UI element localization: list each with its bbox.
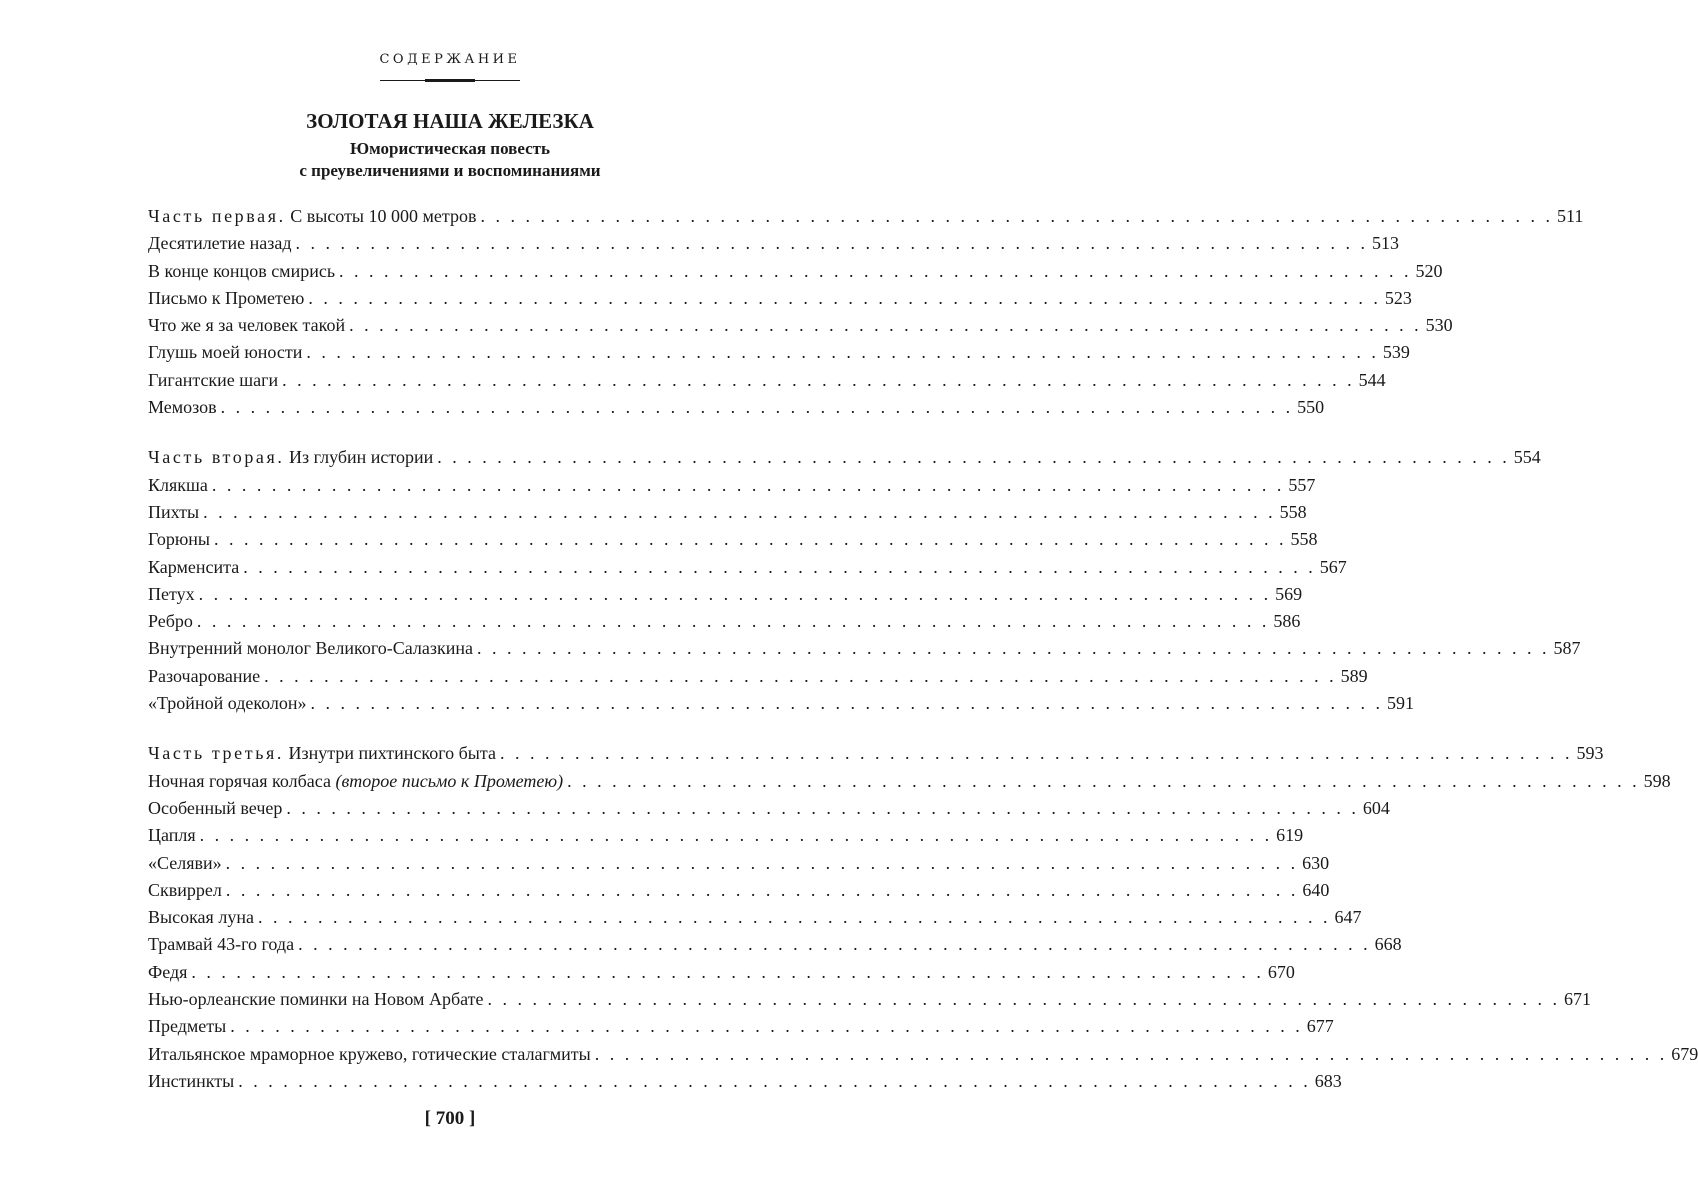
page-ref: 539	[1382, 342, 1410, 363]
dot-leader: . . . . . . . . . . . . . . . . . . . . . . . . . . . . . . . . . . . . . . . . . . . . . . . . . . . . . . . . . . . . . . . . . . . . . . . .	[298, 934, 1371, 955]
entry-title: Карменсита	[148, 556, 240, 577]
book-subtitle-line1: Юмористическая повесть	[350, 139, 550, 158]
entry-title: Горюны	[148, 529, 210, 550]
dot-leader: . . . . . . . . . . . . . . . . . . . . . . . . . . . . . . . . . . . . . . . . . . . . . . . . . . . . . . . . . . . . . . . . . . . . . . . .	[225, 852, 1299, 873]
toc-part-3	[148, 740, 1698, 1095]
page-ref: 567	[1319, 556, 1347, 577]
toc-entry[interactable]	[148, 526, 1318, 553]
dot-leader: . . . . . . . . . . . . . . . . . . . . . . . . . . . . . . . . . . . . . . . . . . . . . . . . . . . . . . . . . . . . . . . . . . . . . . . .	[198, 583, 1272, 604]
toc-entry[interactable]	[148, 1013, 1334, 1040]
part-title: С высоты 10 000 метров	[290, 206, 477, 226]
page-ref: 591	[1387, 693, 1415, 714]
dot-leader: . . . . . . . . . . . . . . . . . . . . . . . . . . . . . . . . . . . . . . . . . . . . . . . . . . . . . . . . . . . . . . . . . . . . . . . .	[199, 825, 1273, 846]
toc-part-1	[148, 203, 1584, 421]
page-ref: 558	[1290, 529, 1318, 550]
toc-entry[interactable]	[148, 394, 1325, 421]
dot-leader: . . . . . . . . . . . . . . . . . . . . . . . . . . . . . . . . . . . . . . . . . . . . . . . . . . . . . . . . . . . . . . . . . . . . . . . .	[308, 287, 1381, 308]
part-title: Изнутри пихтинского быта	[288, 743, 496, 764]
toc-entry[interactable]	[148, 230, 1400, 257]
toc-part-heading[interactable]	[148, 203, 1584, 230]
entry-title: Нью-орлеанские поминки на Новом Арбате	[148, 989, 484, 1010]
entry-title: Предметы	[148, 1016, 227, 1037]
page-ref: 511	[1557, 206, 1584, 226]
dot-leader: . . . . . . . . . . . . . . . . . . . . . . . . . . . . . . . . . . . . . . . . . . . . . . . . . . . . . . . . . . . . . . . . . . . . . . . .	[220, 397, 1294, 418]
toc-entry[interactable]	[148, 986, 1591, 1013]
page-ref: 640	[1302, 879, 1330, 900]
toc-entry[interactable]	[148, 367, 1386, 394]
toc-entry[interactable]	[148, 822, 1304, 849]
page-ref: 630	[1302, 852, 1330, 873]
dot-leader: . . . . . . . . . . . . . . . . . . . . . . . . . . . . . . . . . . . . . . . . . . . . . . . . . . . . . . . . . . . . . . . . . . . . . . . .	[264, 665, 1337, 686]
dot-leader: . . . . . . . . . . . . . . . . . . . . . . . . . . . . . . . . . . . . . . . . . . . . . . . . . . . . . . . . . . . . . . . . . . . . . . . .	[295, 233, 1369, 254]
dot-leader: . . . . . . . . . . . . . . . . . . . . . . . . . . . . . . . . . . . . . . . . . . . . . . . . . . . . . . . . . . . . . . . . . . . . . . . .	[214, 529, 1287, 550]
toc-entry[interactable]	[148, 904, 1362, 931]
page-ref: 670	[1267, 961, 1295, 982]
page-ref: 550	[1297, 397, 1325, 418]
dot-leader: . . . . . . . . . . . . . . . . . . . . . . . . . . . . . . . . . . . . . . . . . . . . . . . . . . . . . . . . . . . . . . . . . . . . . . . .	[339, 260, 1412, 281]
toc-entry[interactable]	[148, 877, 1330, 904]
header-rule-accent	[425, 79, 475, 82]
entry-title: Внутренний монолог Великого-Салазкина	[148, 638, 474, 659]
toc-entry[interactable]	[148, 339, 1410, 366]
entry-title: В конце концов смирись	[148, 260, 336, 281]
entry-title: Разочарование	[148, 665, 261, 686]
entry-title: Федя	[148, 961, 188, 982]
entry-title: Ночная горячая колбаса	[148, 770, 331, 791]
entry-title: Трамвай 43-го года	[148, 934, 295, 955]
dot-leader: . . . . . . . . . . . . . . . . . . . . . . . . . . . . . . . . . . . . . . . . . . . . . . . . . . . . . . . . . . . . . . . . . . . . . . . .	[567, 770, 1640, 791]
dot-leader: . . . . . . . . . . . . . . . . . . . . . . . . . . . . . . . . . . . . . . . . . . . . . . . . . . . . . . . . . . . . . . . . . . . . . . . .	[191, 961, 1264, 982]
dot-leader: . . . . . . . . . . . . . . . . . . . . . . . . . . . . . . . . . . . . . . . . . . . . . . . . . . . . . . . . . . . . . . . . . . . . . . . .	[480, 206, 1553, 226]
entry-title: Пихты	[148, 501, 200, 522]
page-ref: 677	[1306, 1016, 1334, 1037]
page-ref: 513	[1372, 233, 1400, 254]
entry-title: Итальянское мраморное кружево, готические сталагмиты	[148, 1043, 591, 1064]
page-ref: 554	[1513, 447, 1541, 468]
toc-entry[interactable]	[148, 635, 1581, 662]
part-label: Часть третья.	[148, 743, 284, 764]
toc-part-heading[interactable]	[148, 444, 1541, 471]
entry-title: Гигантские шаги	[148, 369, 279, 390]
toc-entry[interactable]	[148, 499, 1307, 526]
entry-title: Мемозов	[148, 397, 217, 418]
toc-part-heading[interactable]	[148, 740, 1604, 767]
dot-leader: . . . . . . . . . . . . . . . . . . . . . . . . . . . . . . . . . . . . . . . . . . . . . . . . . . . . . . . . . . . . . . . . . . . . . . . .	[477, 638, 1550, 659]
toc-entry[interactable]	[148, 608, 1301, 635]
toc-entry[interactable]	[148, 258, 1443, 285]
toc-entry[interactable]	[148, 312, 1453, 339]
toc-entry[interactable]	[148, 472, 1316, 499]
entry-title: Десятилетие назад	[148, 233, 292, 254]
page-ref: 558	[1279, 501, 1307, 522]
entry-title: Петух	[148, 583, 195, 604]
dot-leader: . . . . . . . . . . . . . . . . . . . . . . . . . . . . . . . . . . . . . . . . . . . . . . . . . . . . . . . . . . . . . . . . . . . . . . . .	[230, 1016, 1303, 1037]
toc-entry[interactable]	[148, 1041, 1698, 1068]
toc-entry[interactable]	[148, 959, 1295, 986]
entry-title: «Селяви»	[148, 852, 222, 873]
entry-title: Что же я за человек такой	[148, 315, 346, 336]
page-ref: 619	[1276, 825, 1304, 846]
page-ref: 587	[1553, 638, 1581, 659]
toc-entry[interactable]	[148, 690, 1415, 717]
toc-entry[interactable]	[148, 581, 1303, 608]
toc-entry[interactable]	[148, 931, 1402, 958]
dot-leader: . . . . . . . . . . . . . . . . . . . . . . . . . . . . . . . . . . . . . . . . . . . . . . . . . . . . . . . . . . . . . . . . . . . . . . . .	[257, 907, 1331, 928]
page-ref: 683	[1314, 1070, 1342, 1091]
toc-entry[interactable]	[148, 1068, 1342, 1095]
page-ref: 671	[1564, 989, 1591, 1010]
part-label: Часть вторая.	[148, 447, 285, 468]
dot-leader: . . . . . . . . . . . . . . . . . . . . . . . . . . . . . . . . . . . . . . . . . . . . . . . . . . . . . . . . . . . . . . . . . . . . . . . .	[196, 611, 1270, 632]
page-ref: 647	[1334, 907, 1362, 928]
entry-note: (второе письмо к Прометею)	[335, 770, 564, 791]
dot-leader: . . . . . . . . . . . . . . . . . . . . . . . . . . . . . . . . . . . . . . . . . . . . . . . . . . . . . . . . . . . . . . . . . . . . . . . .	[211, 474, 1285, 495]
toc-entry[interactable]	[148, 850, 1330, 877]
dot-leader: . . . . . . . . . . . . . . . . . . . . . . . . . . . . . . . . . . . . . . . . . . . . . . . . . . . . . . . . . . . . . . . . . . . . . . . .	[437, 447, 1510, 468]
entry-title: Высокая луна	[148, 907, 254, 928]
toc-entry[interactable]	[148, 285, 1412, 312]
page-ref: 569	[1275, 583, 1303, 604]
page-ref: 586	[1273, 611, 1301, 632]
entry-title: Сквиррел	[148, 879, 222, 900]
book-title: ЗОЛОТАЯ НАША ЖЕЛЕЗКА	[306, 109, 594, 133]
page-ref: 604	[1362, 797, 1390, 818]
running-head: СОДЕРЖАНИЕ	[379, 52, 521, 67]
entry-title: Особенный вечер	[148, 797, 283, 818]
page-ref: 598	[1643, 770, 1671, 791]
entry-title: Цапля	[148, 825, 196, 846]
dot-leader: . . . . . . . . . . . . . . . . . . . . . . . . . . . . . . . . . . . . . . . . . . . . . . . . . . . . . . . . . . . . . . . . . . . . . . . .	[594, 1043, 1668, 1064]
dot-leader: . . . . . . . . . . . . . . . . . . . . . . . . . . . . . . . . . . . . . . . . . . . . . . . . . . . . . . . . . . . . . . . . . . . . . . . .	[286, 797, 1359, 818]
dot-leader: . . . . . . . . . . . . . . . . . . . . . . . . . . . . . . . . . . . . . . . . . . . . . . . . . . . . . . . . . . . . . . . . . . . . . . . .	[349, 315, 1422, 336]
page-ref: 668	[1374, 934, 1402, 955]
table-of-contents	[148, 203, 1698, 1118]
page-ref: 530	[1425, 315, 1453, 336]
page-ref: 679	[1671, 1043, 1698, 1064]
page-number: [ 700 ]	[424, 1108, 476, 1129]
toc-entry[interactable]	[148, 768, 1671, 795]
entry-title: Ребро	[148, 611, 193, 632]
entry-title: «Тройной одеколон»	[148, 693, 307, 714]
dot-leader: . . . . . . . . . . . . . . . . . . . . . . . . . . . . . . . . . . . . . . . . . . . . . . . . . . . . . . . . . . . . . . . . . . . . . . . .	[238, 1070, 1311, 1091]
toc-entry[interactable]	[148, 554, 1347, 581]
page-ref: 544	[1358, 369, 1386, 390]
dot-leader: . . . . . . . . . . . . . . . . . . . . . . . . . . . . . . . . . . . . . . . . . . . . . . . . . . . . . . . . . . . . . . . . . . . . . . . .	[487, 989, 1560, 1010]
entry-title: Письмо к Прометею	[148, 287, 305, 308]
page-ref: 520	[1415, 260, 1443, 281]
entry-title: Клякша	[148, 474, 208, 495]
page-ref: 589	[1340, 665, 1368, 686]
page-ref: 557	[1288, 474, 1316, 495]
entry-title: Глушь моей юности	[148, 342, 303, 363]
entry-title: Инстинкты	[148, 1070, 235, 1091]
dot-leader: . . . . . . . . . . . . . . . . . . . . . . . . . . . . . . . . . . . . . . . . . . . . . . . . . . . . . . . . . . . . . . . . . . . . . . . .	[203, 501, 1276, 522]
dot-leader: . . . . . . . . . . . . . . . . . . . . . . . . . . . . . . . . . . . . . . . . . . . . . . . . . . . . . . . . . . . . . . . . . . . . . . . .	[306, 342, 1379, 363]
book-subtitle-line2: с преувеличениями и воспоминаниями	[299, 161, 601, 180]
toc-entry[interactable]	[148, 795, 1390, 822]
dot-leader: . . . . . . . . . . . . . . . . . . . . . . . . . . . . . . . . . . . . . . . . . . . . . . . . . . . . . . . . . . . . . . . . . . . . . . . .	[499, 743, 1573, 764]
toc-entry[interactable]	[148, 663, 1368, 690]
part-title: Из глубин истории	[289, 447, 434, 468]
dot-leader: . . . . . . . . . . . . . . . . . . . . . . . . . . . . . . . . . . . . . . . . . . . . . . . . . . . . . . . . . . . . . . . . . . . . . . . .	[243, 556, 1316, 577]
dot-leader: . . . . . . . . . . . . . . . . . . . . . . . . . . . . . . . . . . . . . . . . . . . . . . . . . . . . . . . . . . . . . . . . . . . . . . . .	[310, 693, 1384, 714]
part-label: Часть первая.	[148, 206, 286, 226]
page-ref: 593	[1576, 743, 1604, 764]
dot-leader: . . . . . . . . . . . . . . . . . . . . . . . . . . . . . . . . . . . . . . . . . . . . . . . . . . . . . . . . . . . . . . . . . . . . . . . .	[225, 879, 1299, 900]
toc-part-2	[148, 444, 1581, 717]
dot-leader: . . . . . . . . . . . . . . . . . . . . . . . . . . . . . . . . . . . . . . . . . . . . . . . . . . . . . . . . . . . . . . . . . . . . . . . .	[282, 369, 1355, 390]
page-ref: 523	[1384, 287, 1412, 308]
